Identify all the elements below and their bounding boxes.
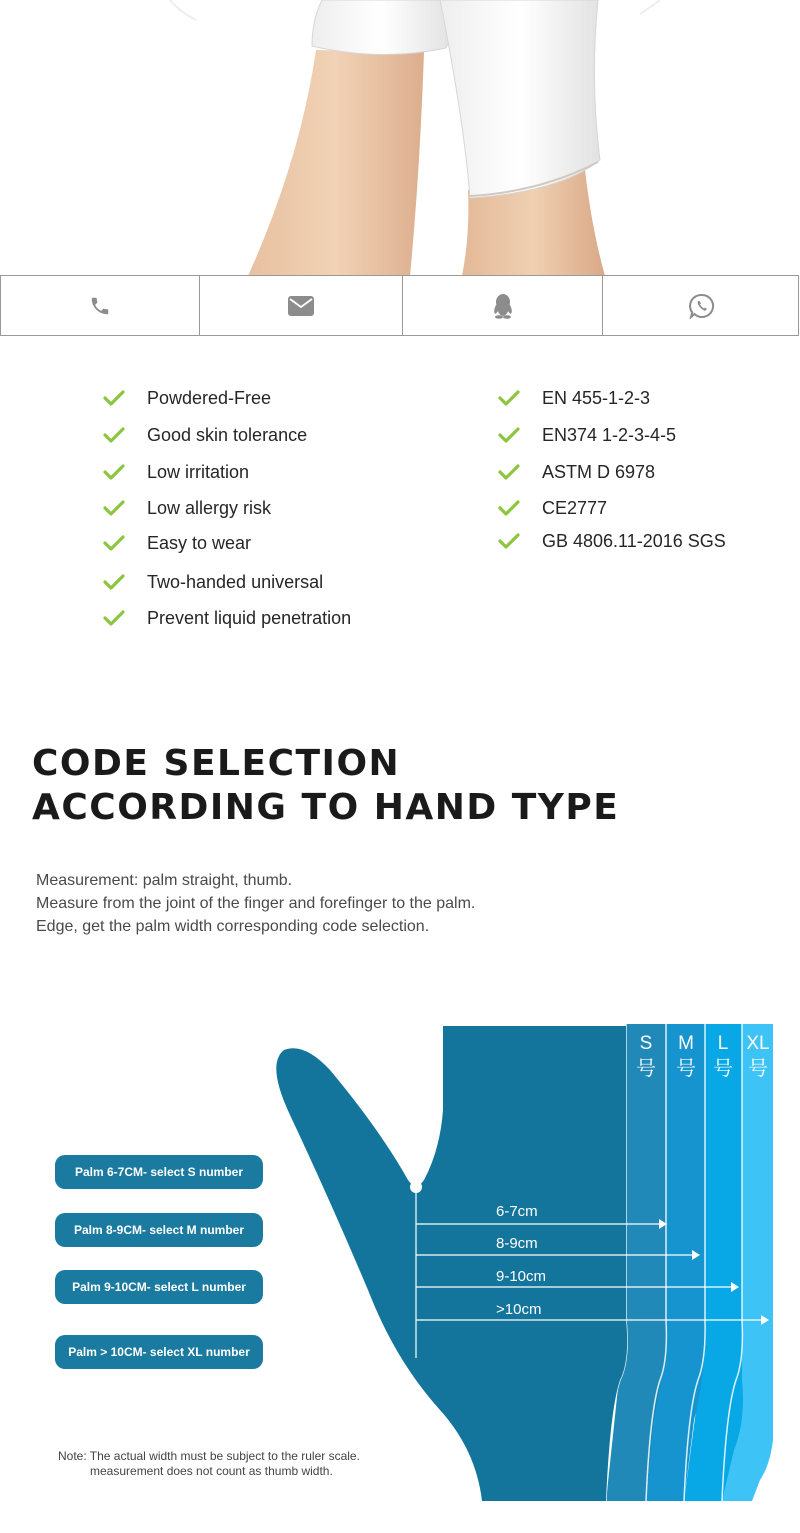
certification-text: GB 4806.11-2016 SGS [542,530,726,551]
contact-phone-button[interactable] [1,276,200,335]
contact-whatsapp-button[interactable] [603,276,800,335]
feature-text: Good skin tolerance [147,424,308,445]
checkmark-icon [498,532,520,550]
checkmark-icon [103,499,125,517]
checkmark-icon [103,389,125,407]
certification-text: ASTM D 6978 [542,461,656,482]
size-pill-xl: Palm > 10CM- select XL number [55,1335,263,1369]
checkmark-icon [103,463,125,481]
range-label-m: 8-9cm [496,1235,538,1252]
qq-icon [492,293,514,319]
range-label-xl: >10cm [496,1301,542,1318]
checkmark-icon [498,499,520,517]
heading-line-1: CODE SELECTION [32,743,401,784]
contact-bar [0,275,799,336]
hero-product-photo [0,0,800,276]
checkmark-icon [498,389,520,407]
size-letter-l: L [717,1033,729,1054]
certification-text: EN 455-1-2-3 [542,387,651,408]
measurement-line: Measurement: palm straight, thumb. [36,872,293,889]
feature-item [103,460,249,484]
feature-item [103,423,307,447]
feature-text: Low irritation [147,461,250,482]
measurement-line: Measure from the joint of the finger and forefinger to the palm. [36,895,476,912]
phone-icon [89,295,111,317]
certification-text: CE2777 [542,497,608,518]
contact-email-button[interactable] [200,276,403,335]
size-pill-m: Palm 8-9CM- select M number [55,1213,263,1247]
hand-silhouette [276,1026,627,1501]
contact-qq-button[interactable] [403,276,603,335]
feature-text: Easy to wear [147,532,252,553]
checkmark-icon [103,534,125,552]
heading-line-2: ACCORDING TO HAND TYPE [32,787,620,828]
certification-item [498,496,607,520]
note-line-2: measurement does not count as thumb width. [90,1464,333,1478]
certification-item [498,460,655,484]
size-letter-xl: XL [746,1033,770,1054]
feature-text: Prevent liquid penetration [147,607,352,628]
size-glyph-s: 号 [636,1058,656,1080]
measurement-note [58,1449,360,1479]
mail-icon [288,296,314,316]
measurement-instructions [36,869,475,938]
feature-text: Two-handed universal [147,571,324,592]
certification-text: EN374 1-2-3-4-5 [542,424,677,445]
feature-item [103,496,271,520]
checkmark-icon [498,426,520,444]
feature-item [103,570,323,594]
feature-text: Low allergy risk [147,497,272,518]
checkmark-icon [103,609,125,627]
certification-item [498,529,726,553]
measurement-line: Edge, get the palm width corresponding code selection. [36,918,430,935]
size-glyph-l: 号 [713,1058,733,1080]
size-letter-s: S [639,1033,653,1054]
whatsapp-icon [689,293,715,319]
range-label-l: 9-10cm [496,1268,547,1285]
size-pill-l: Palm 9-10CM- select L number [55,1270,263,1304]
size-glyph-m: 号 [676,1058,696,1080]
note-line-1: Note: The actual width must be subject to the ruler scale. [58,1449,360,1463]
feature-text: Powdered-Free [147,387,272,408]
section-heading [32,742,619,830]
size-letter-m: M [678,1033,694,1054]
feature-item [103,386,271,410]
feature-item [103,606,351,630]
range-label-s: 6-7cm [496,1203,538,1220]
checkmark-icon [498,463,520,481]
thumb-joint-marker [410,1181,422,1193]
feature-item [103,531,251,555]
checkmark-icon [103,573,125,591]
checkmark-icon [103,426,125,444]
size-pill-s: Palm 6-7CM- select S number [55,1155,263,1189]
certification-item [498,386,650,410]
size-glyph-xl: 号 [748,1058,768,1080]
certification-item [498,423,676,447]
